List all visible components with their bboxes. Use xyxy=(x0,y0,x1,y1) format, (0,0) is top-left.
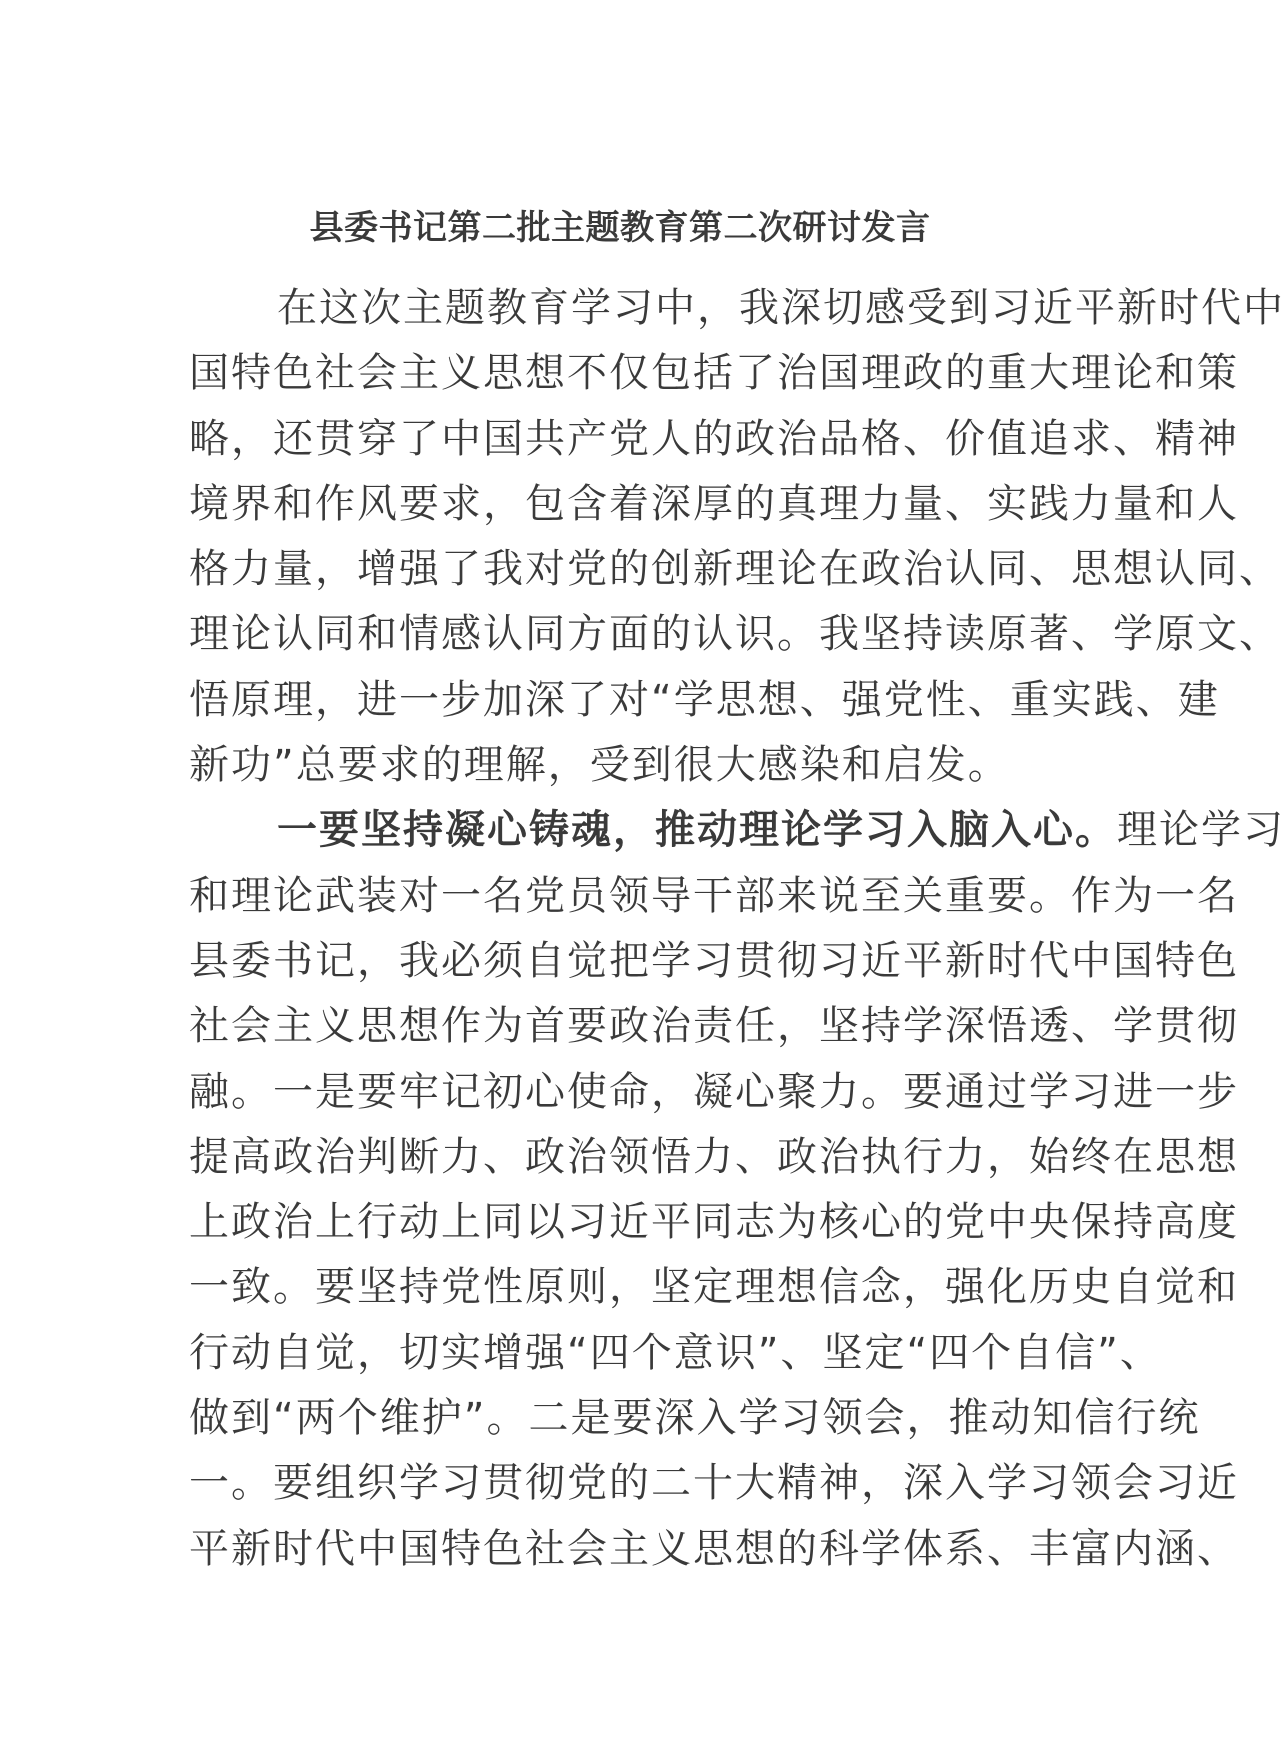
text-line: 一。要组织学习贯彻党的二十大精神，深入学习领会习近 xyxy=(189,1460,1239,1507)
text-line: 融。一是要牢记初心使命，凝心聚力。要通过学习进一步 xyxy=(189,1068,1239,1115)
text-line: 国特色社会主义思想不仅包括了治国理政的重大理论和策 xyxy=(189,350,1239,397)
text-line: 上政治上行动上同以习近平同志为核心的党中央保持高度 xyxy=(189,1199,1239,1246)
text-span: 理论学习 xyxy=(1117,807,1285,854)
paragraph-intro xyxy=(189,276,1285,798)
paragraph-section-one xyxy=(189,798,1285,1582)
text-line: 平新时代中国特色社会主义思想的科学体系、丰富内涵、 xyxy=(189,1525,1239,1572)
text-line: 在这次主题教育学习中，我深切感受到习近平新时代中 xyxy=(277,285,1285,331)
text-line: 理论认同和情感认同方面的认识。我坚持读原著、学原文、 xyxy=(189,611,1281,658)
text-line: 新功”总要求的理解，受到很大感染和启发。 xyxy=(189,742,1010,789)
document-body xyxy=(189,276,1285,1582)
text-line: 悟原理，进一步加深了对“学思想、强党性、重实践、建 xyxy=(189,676,1220,723)
text-line: 境界和作风要求，包含着深厚的真理力量、实践力量和人 xyxy=(189,480,1239,527)
text-line: 略，还贯穿了中国共产党人的政治品格、价值追求、精神 xyxy=(189,415,1239,462)
text-line: 一致。要坚持党性原则，坚定理想信念，强化历史自觉和 xyxy=(189,1264,1239,1311)
section-heading: 一要坚持凝心铸魂，推动理论学习入脑入心。 xyxy=(277,807,1117,854)
text-line: 做到“两个维护”。二是要深入学习领会，推动知信行统 xyxy=(189,1395,1201,1442)
text-line: 县委书记，我必须自觉把学习贯彻习近平新时代中国特色 xyxy=(189,937,1239,984)
text-line: 提高政治判断力、政治领悟力、政治执行力，始终在思想 xyxy=(189,1133,1239,1180)
document-title: 县委书记第二批主题教育第二次研讨发言 xyxy=(309,208,931,248)
text-line: 和理论武装对一名党员领导干部来说至关重要。作为一名 xyxy=(189,872,1239,919)
text-line: 行动自觉，切实增强“四个意识”、坚定“四个自信”、 xyxy=(189,1329,1162,1376)
text-line: 格力量，增强了我对党的创新理论在政治认同、思想认同、 xyxy=(189,546,1281,593)
text-line xyxy=(189,798,1285,863)
text-line: 社会主义思想作为首要政治责任，坚持学深悟透、学贯彻 xyxy=(189,1003,1239,1050)
